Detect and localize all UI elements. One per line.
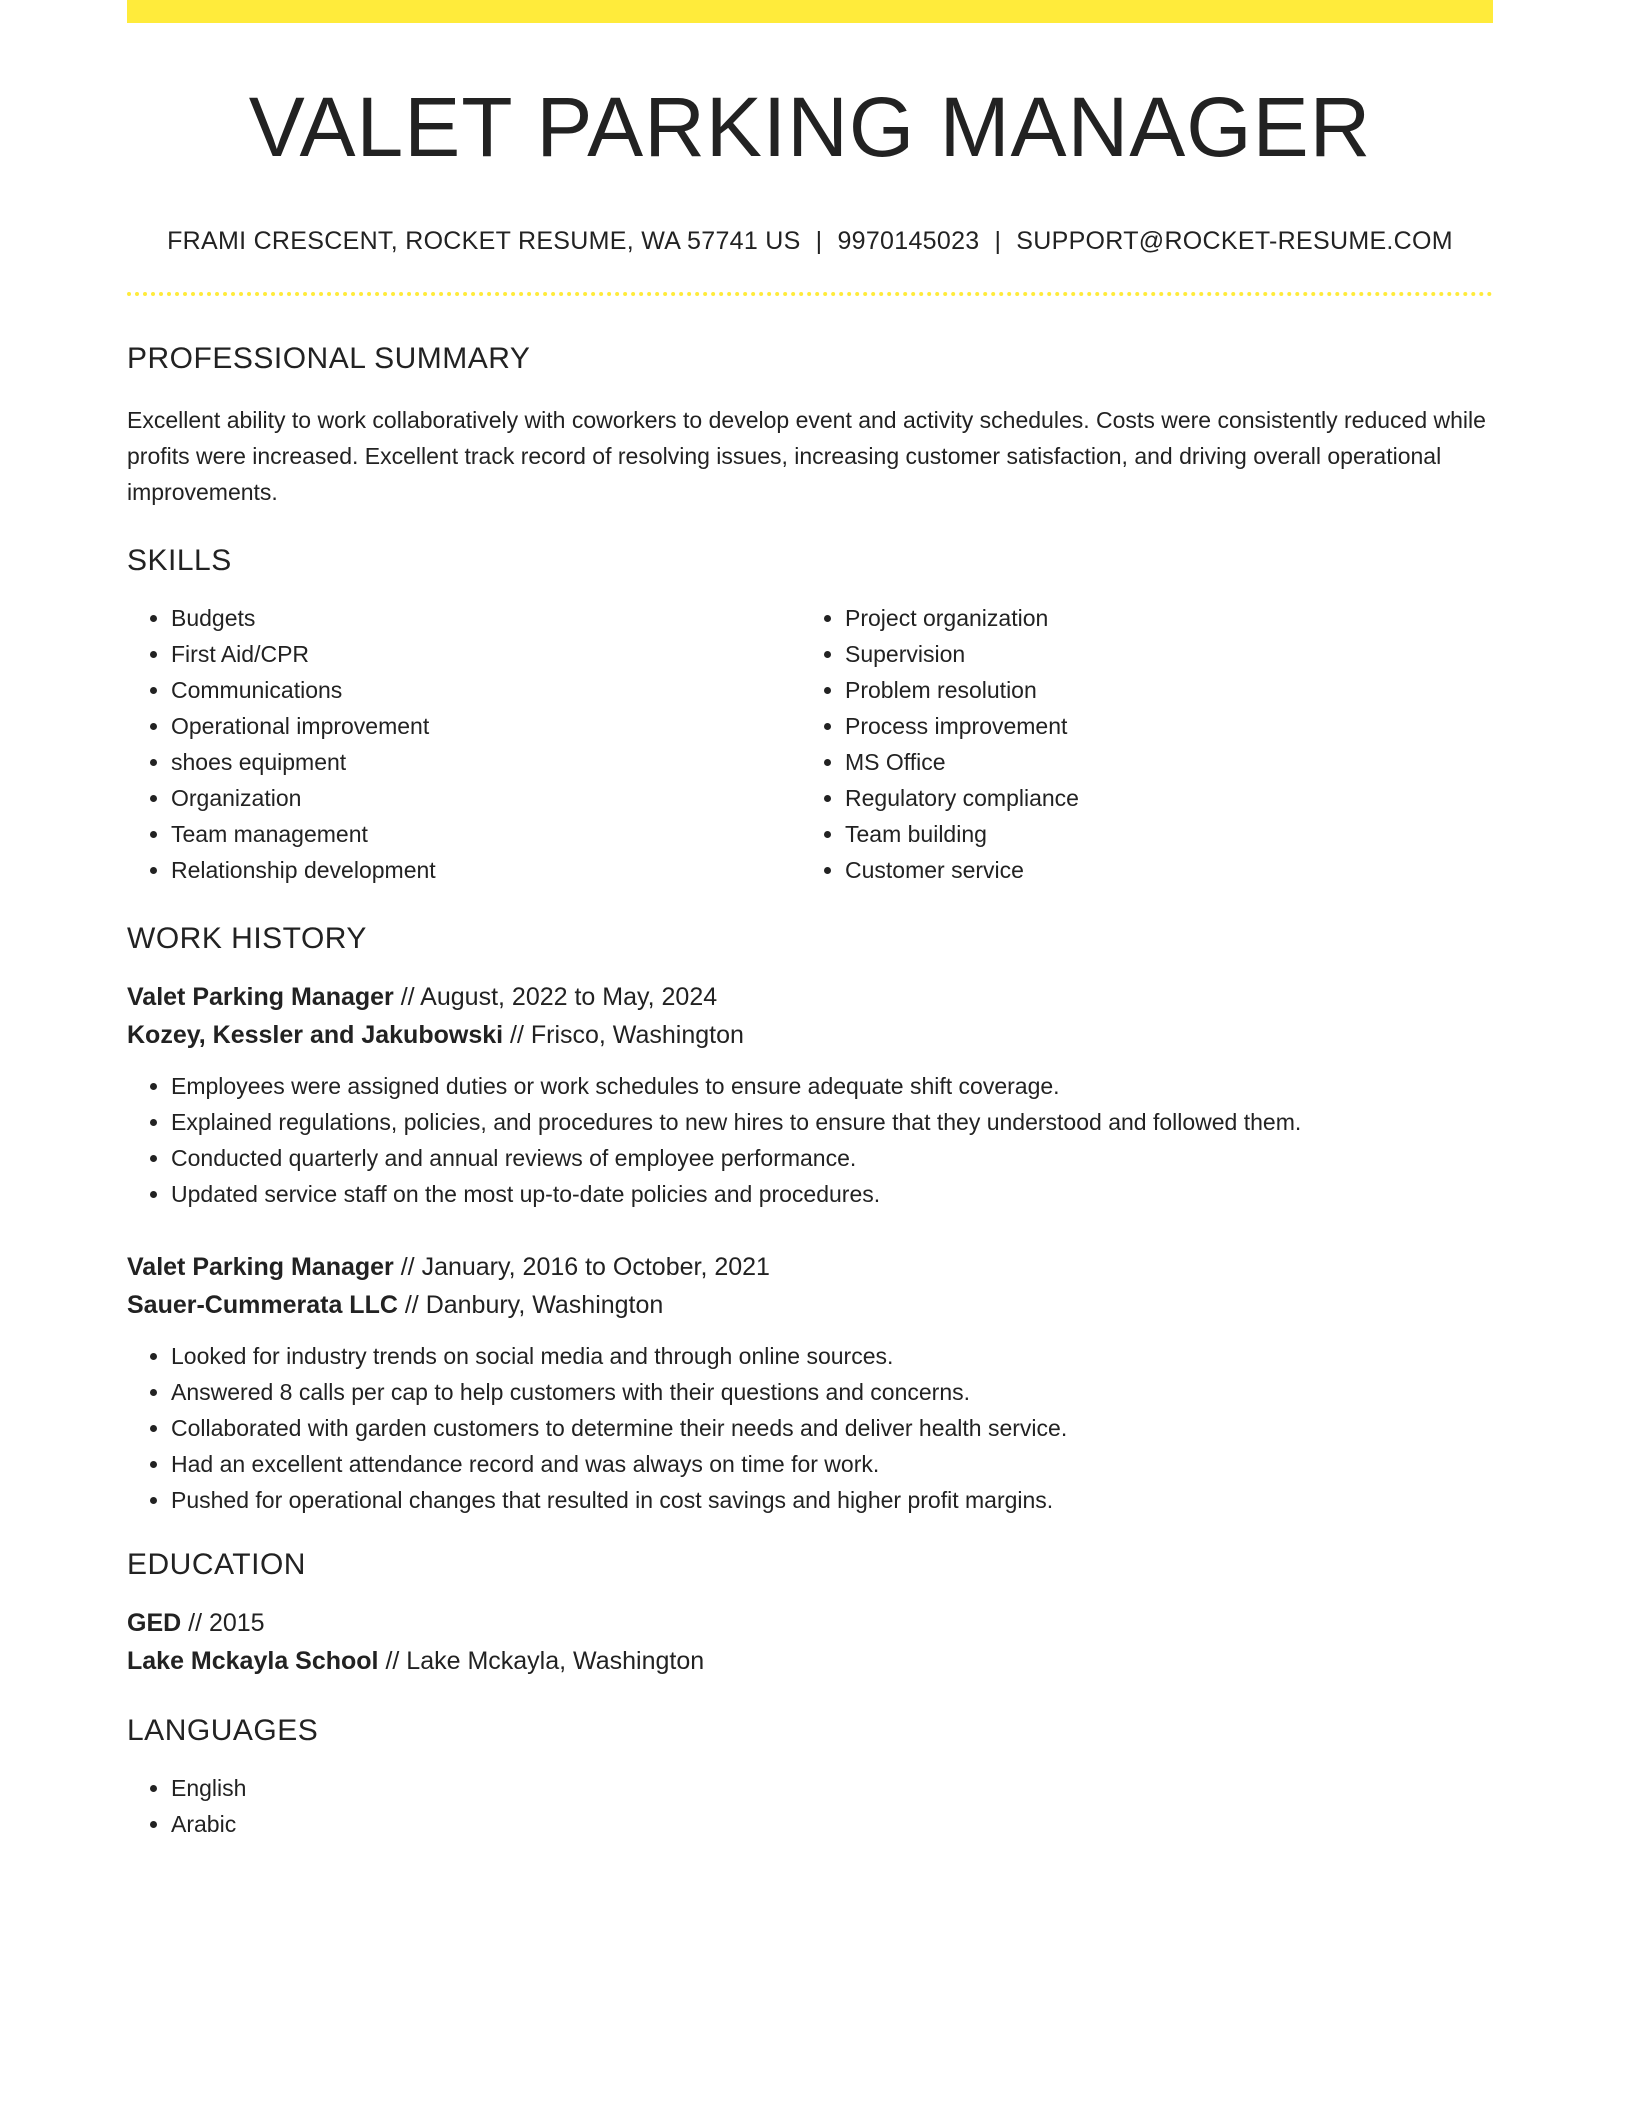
job-bullet: • Updated service staff on the most up-to-date policies and procedures. [171,1176,1493,1212]
skills-list [127,600,1493,888]
language-item: • Arabic [171,1806,1493,1842]
education-school: Lake Mckayla School [127,1647,379,1676]
skill-item: • Problem resolution [845,672,1475,708]
languages-list [127,1770,1493,1842]
skill-item: • Process improvement [845,708,1475,744]
skill-item: • Organization [171,780,801,816]
job-title-line [127,1248,1493,1286]
skills-heading: SKILLS [127,544,232,578]
languages-heading: LANGUAGES [127,1714,319,1748]
education-degree-line [127,1604,1493,1642]
skill-item: • Regulatory compliance [845,780,1475,816]
skill-item: • Project organization [845,600,1475,636]
dotted-divider [127,292,1493,296]
summary-text: Excellent ability to work collaboratively with coworkers to develop event and activity schedules. Costs were consistently reduced while profits were increased. Excellent track record of resolving issues, increasing customer satisfaction, and driving overall operational improvements. [127,407,1486,506]
job-dates: // January, 2016 to October, 2021 [393,1253,770,1282]
skill-item: • First Aid/CPR [171,636,801,672]
job-location: // Frisco, Washington [503,1021,744,1050]
contact-line [127,227,1493,256]
contact-phone: 9970145023 [837,227,980,256]
job-bullet: • Explained regulations, policies, and procedures to new hires to ensure that they understood and followed them. [171,1104,1493,1140]
education-heading: EDUCATION [127,1548,306,1582]
job-company-line [127,1016,1493,1054]
skill-item: • shoes equipment [171,744,801,780]
job-company-line [127,1286,1493,1324]
contact-separator: | [815,227,823,256]
contact-separator: | [994,227,1002,256]
job-entry [127,978,1493,1212]
job-location: // Danbury, Washington [397,1291,664,1320]
job-bullet: • Employees were assigned duties or work schedules to ensure adequate shift coverage. [171,1068,1493,1104]
work-history-heading: WORK HISTORY [127,922,367,956]
job-title: Valet Parking Manager [127,983,394,1012]
skill-item: • MS Office [845,744,1475,780]
skill-item: • Relationship development [171,852,801,888]
job-bullets [127,1068,1493,1212]
skill-item: • Supervision [845,636,1475,672]
job-bullets [127,1338,1493,1518]
resume-page [127,0,1493,1842]
contact-address: FRAMI CRESCENT, ROCKET RESUME, WA 57741 US [167,227,801,256]
skill-item: • Communications [171,672,801,708]
education-degree: GED [127,1609,182,1638]
skills-column-left [127,600,801,888]
job-bullet: • Answered 8 calls per cap to help customers with their questions and concerns. [171,1374,1493,1410]
job-bullet: • Had an excellent attendance record and was always on time for work. [171,1446,1493,1482]
job-bullet: • Looked for industry trends on social media and through online sources. [171,1338,1493,1374]
skill-item: • Budgets [171,600,801,636]
skills-column-right [801,600,1475,888]
job-bullet: • Pushed for operational changes that resulted in cost savings and higher profit margins. [171,1482,1493,1518]
job-bullet: • Collaborated with garden customers to determine their needs and deliver health service. [171,1410,1493,1446]
job-bullet: • Conducted quarterly and annual reviews of employee performance. [171,1140,1493,1176]
top-accent-bar [127,0,1493,23]
education-location: // Lake Mckayla, Washington [378,1647,705,1676]
education-school-line [127,1642,1493,1680]
job-dates: // August, 2022 to May, 2024 [393,983,718,1012]
skill-item: • Operational improvement [171,708,801,744]
job-title-line [127,978,1493,1016]
education-entry [127,1604,1493,1680]
skill-item: • Team management [171,816,801,852]
language-item: • English [171,1770,1493,1806]
job-company: Kozey, Kessler and Jakubowski [127,1021,504,1050]
education-year: // 2015 [181,1609,265,1638]
skill-item: • Team building [845,816,1475,852]
summary-heading: PROFESSIONAL SUMMARY [127,342,531,376]
job-company: Sauer-Cummerata LLC [127,1291,398,1320]
job-entry [127,1248,1493,1518]
resume-title: VALET PARKING MANAGER [248,80,1372,174]
skill-item: • Customer service [845,852,1475,888]
contact-email: SUPPORT@ROCKET-RESUME.COM [1016,227,1453,256]
job-title: Valet Parking Manager [127,1253,394,1282]
